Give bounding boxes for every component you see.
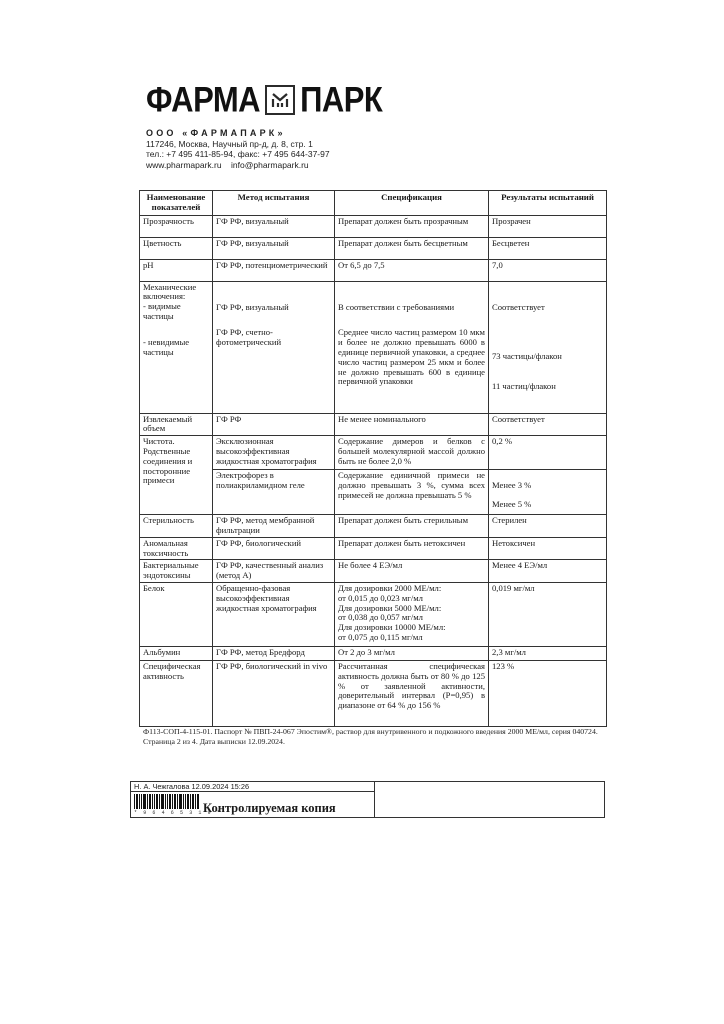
row-method: ГФ РФ, метод мембранной фильтрации bbox=[213, 515, 335, 538]
row-result-invisible-25: 11 частиц/флакон bbox=[492, 381, 556, 392]
row-spec: Не менее номинального bbox=[335, 413, 489, 436]
table-row bbox=[140, 281, 607, 413]
company-email-link[interactable]: info@pharmapark.ru bbox=[231, 159, 309, 170]
table-row bbox=[140, 515, 607, 538]
row-result: 7,0 bbox=[489, 259, 607, 281]
row-name: Стерильность bbox=[140, 515, 213, 538]
table-row bbox=[140, 660, 607, 726]
row-result-invisible-10: 73 частицы/флакон bbox=[492, 351, 562, 362]
header-spec: Спецификация bbox=[335, 191, 489, 216]
row-result-sum: Менее 5 % bbox=[492, 498, 532, 509]
company-site-link[interactable]: www.pharmapark.ru bbox=[146, 159, 222, 170]
row-name: Цветность bbox=[140, 237, 213, 259]
table-row bbox=[140, 436, 607, 470]
row-name: Механические включения: bbox=[143, 281, 197, 302]
row-subname-invisible: - невидимые частицы bbox=[143, 336, 190, 357]
row-method: ГФ РФ, визуальный bbox=[213, 215, 335, 237]
table-row bbox=[140, 582, 607, 646]
row-result: 0,2 % bbox=[489, 436, 607, 470]
row-name: Аномальная токсичность bbox=[140, 537, 213, 560]
row-spec-visible: В соответствии с требованиями bbox=[338, 301, 455, 312]
row-spec: Не более 4 ЕЭ/мл bbox=[335, 560, 489, 583]
row-subname-visible: - видимые частицы bbox=[143, 301, 181, 321]
company-name: ООО «ФАРМАПАРК» bbox=[146, 128, 286, 138]
row-spec-invisible: Среднее число частиц размером 10 мкм и более не должно превышать 6000 в единице первичной упаковки, а среднее число частиц размером 25 мкм и более не должно превышать 600 в единице первичной упаковки bbox=[338, 327, 485, 387]
row-spec: Содержание димеров и белков с большей молекулярной массой должно быть не более 2,0 % bbox=[335, 436, 489, 470]
row-result: 123 % bbox=[489, 660, 607, 726]
row-method-invisible: ГФ РФ, счетно-фотометрический bbox=[216, 327, 282, 348]
row-method: ГФ РФ bbox=[213, 413, 335, 436]
row-result-single: Менее 3 % bbox=[492, 480, 532, 491]
row-spec: Препарат должен быть нетоксичен bbox=[335, 537, 489, 560]
barcode-number: * 9 6 4 6 5 3 1 9 * bbox=[134, 810, 222, 816]
table-row bbox=[140, 215, 607, 237]
table-header-row bbox=[140, 191, 607, 216]
row-name: Чистота. Родственные соединения и посторонние примеси bbox=[140, 436, 213, 515]
header-method: Метод испытания bbox=[213, 191, 335, 216]
controlled-copy-stamp bbox=[130, 781, 605, 818]
row-spec: Содержание единичной примеси не должно превышать 3 %, сумма всех примесей не должна превышать 5 % bbox=[335, 470, 489, 515]
table-row bbox=[140, 646, 607, 660]
row-result: Нетоксичен bbox=[489, 537, 607, 560]
document-footnote: Ф113-СОП-4-115-01. Паспорт № ПВП-24-067 Эпостим®, раствор для внутривенного и подкожного введения 2000 МЕ/мл, серия 040724. Страница 2 из 4. Дата выписки 12.09.2024. bbox=[143, 727, 598, 747]
table-row bbox=[140, 259, 607, 281]
row-result: Стерилен bbox=[489, 515, 607, 538]
company-details bbox=[146, 128, 382, 170]
row-spec: От 6,5 до 7,5 bbox=[335, 259, 489, 281]
row-spec: Препарат должен быть стерильным bbox=[335, 515, 489, 538]
company-phones: тел.: +7 495 411-85-94, факс: +7 495 644-37-97 bbox=[146, 149, 330, 160]
table-row bbox=[140, 560, 607, 583]
row-method: ГФ РФ, метод Бредфорд bbox=[213, 646, 335, 660]
row-result: Бесцветен bbox=[489, 237, 607, 259]
row-method: Эксклюзионная высокоэффективная жидкостная хроматография bbox=[213, 436, 335, 470]
row-method: ГФ РФ, потенциометрический bbox=[213, 259, 335, 281]
row-name: Прозрачность bbox=[140, 215, 213, 237]
barcode-icon bbox=[134, 794, 200, 809]
header-result: Результаты испытаний bbox=[489, 191, 607, 216]
row-method-visible: ГФ РФ, визуальный bbox=[216, 301, 289, 312]
row-result: 0,019 мг/мл bbox=[489, 582, 607, 646]
table-row bbox=[140, 413, 607, 436]
logo-emblem-icon bbox=[265, 85, 295, 115]
row-result: Прозрачен bbox=[489, 215, 607, 237]
table-row bbox=[140, 237, 607, 259]
row-name: Бактериальные эндотоксины bbox=[140, 560, 213, 583]
row-method: ГФ РФ, биологический in vivo bbox=[213, 660, 335, 726]
row-name: Извлекаемый объем bbox=[140, 413, 213, 436]
row-result: Менее 4 ЕЭ/мл bbox=[489, 560, 607, 583]
table-row bbox=[140, 537, 607, 560]
row-spec: От 2 до 3 мг/мл bbox=[335, 646, 489, 660]
letterhead bbox=[146, 79, 383, 170]
row-method: ГФ РФ, качественный анализ (метод А) bbox=[213, 560, 335, 583]
test-results-table bbox=[139, 190, 607, 727]
row-spec: Рассчитанная специфическая активность должна быть от 80 % до 125 % от заявленной активности, доверительный интервал (Р=0,95) в диапазоне от 64 % до 156 % bbox=[335, 660, 489, 726]
row-method: ГФ РФ, визуальный bbox=[213, 237, 335, 259]
row-name: Специфическая активность bbox=[140, 660, 213, 726]
row-spec: Препарат должен быть бесцветным bbox=[335, 237, 489, 259]
row-method: ГФ РФ, биологический bbox=[213, 537, 335, 560]
row-name: Белок bbox=[140, 582, 213, 646]
row-result: Соответствует bbox=[489, 413, 607, 436]
row-spec: Для дозировки 2000 МЕ/мл: от 0,015 до 0,023 мг/мл Для дозировки 5000 МЕ/мл: от 0,038 до 0,057 мг/мл Для дозировки 10000 МЕ/мл: от 0,075 до 0,115 мг/мл bbox=[335, 582, 489, 646]
row-result-visible: Соответствует bbox=[492, 301, 545, 312]
header-name: Наименование показателей bbox=[140, 191, 213, 216]
logo-text-left: ФАРМА bbox=[146, 79, 261, 120]
company-address: 117246, Москва, Научный пр-д, д. 8, стр. 1 bbox=[146, 138, 313, 149]
row-method: Электрофорез в полиакриламидном геле bbox=[213, 470, 335, 515]
row-method: Обращенно-фазовая высокоэффективная жидкостная хроматография bbox=[213, 582, 335, 646]
row-name: pH bbox=[140, 259, 213, 281]
company-logo bbox=[146, 79, 383, 120]
row-name: Альбумин bbox=[140, 646, 213, 660]
stamp-title: Контролируемая копия bbox=[203, 801, 336, 815]
stamp-signer: Н. А. Чежгалова 12.09.2024 15:26 bbox=[131, 782, 374, 792]
row-spec: Препарат должен быть прозрачным bbox=[335, 215, 489, 237]
row-result: 2,3 мг/мл bbox=[489, 646, 607, 660]
logo-text-right: ПАРК bbox=[300, 79, 383, 120]
